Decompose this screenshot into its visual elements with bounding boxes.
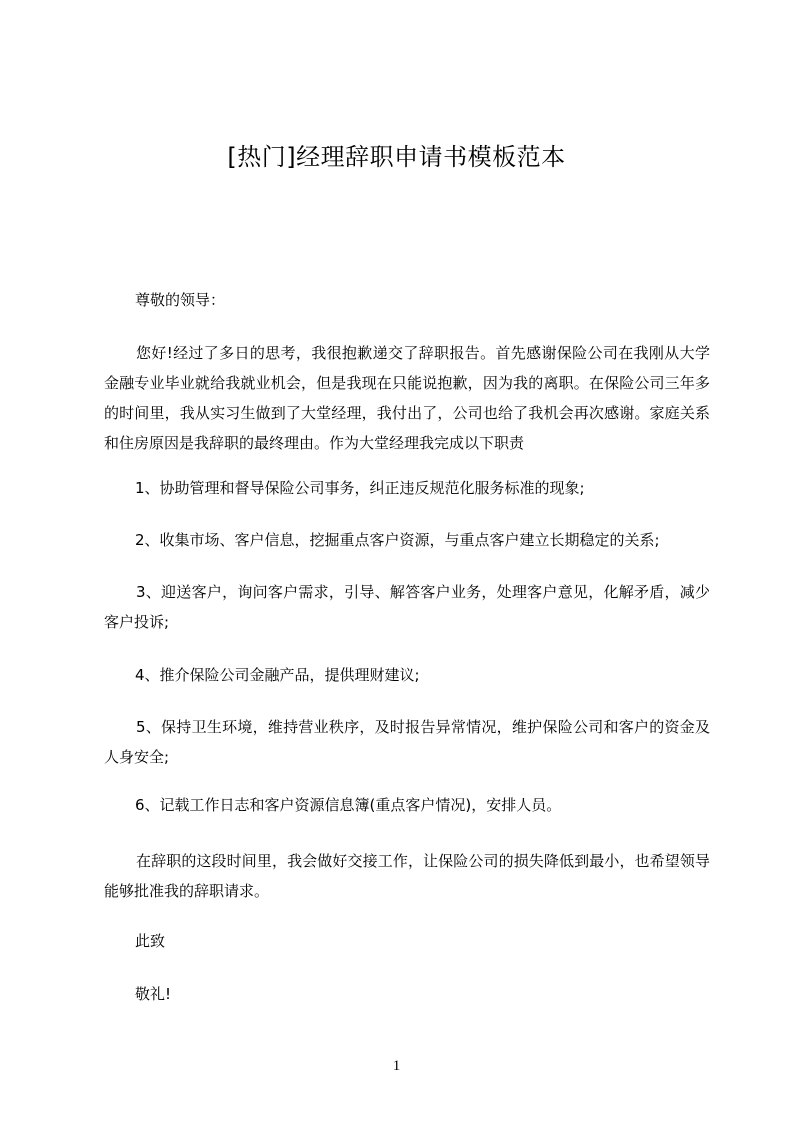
duty-item-6: 6、记载工作日志和客户资源信息簿(重点客户情况)，安排人员。 bbox=[135, 796, 562, 814]
duty-item-5: 5、保持卫生环境，维持营业秩序，及时报告异常情况，维护保险公司和客户的资金及人身安全; bbox=[104, 718, 710, 766]
document-title: [热门]经理辞职申请书模板范本 bbox=[227, 143, 566, 171]
duty-item-3: 3、迎送客户，询问客户需求，引导、解答客户业务，处理客户意见，化解矛盾，减少客户投诉; bbox=[104, 583, 710, 631]
duty-item-1: 1、协助管理和督导保险公司事务，纠正违反规范化服务标准的现象; bbox=[135, 479, 585, 497]
intro-paragraph: 您好!经过了多日的思考，我很抱歉递交了辞职报告。首先感谢保险公司在我刚从大学金融专业毕业就给我就业机会，但是我现在只能说抱歉，因为我的离职。在保险公司三年多的时间里，我从实习生做到了大堂经理，我付出了，公司也给了我机会再次感谢。家庭关系和住房原因是我辞职的最终理由。作为大堂经理我完成以下职责 bbox=[104, 344, 710, 452]
closing-line-2: 敬礼! bbox=[135, 985, 172, 1003]
closing-line-1: 此致 bbox=[135, 932, 166, 950]
duty-item-4: 4、推介保险公司金融产品，提供理财建议; bbox=[135, 666, 420, 684]
closing-paragraph: 在辞职的这段时间里，我会做好交接工作，让保险公司的损失降低到最小，也希望领导能够批准我的辞职请求。 bbox=[104, 852, 710, 900]
salutation: 尊敬的领导： bbox=[135, 291, 226, 309]
page-number: 1 bbox=[392, 1058, 401, 1074]
duty-item-2: 2、收集市场、客户信息，挖掘重点客户资源，与重点客户建立长期稳定的关系; bbox=[135, 531, 660, 549]
